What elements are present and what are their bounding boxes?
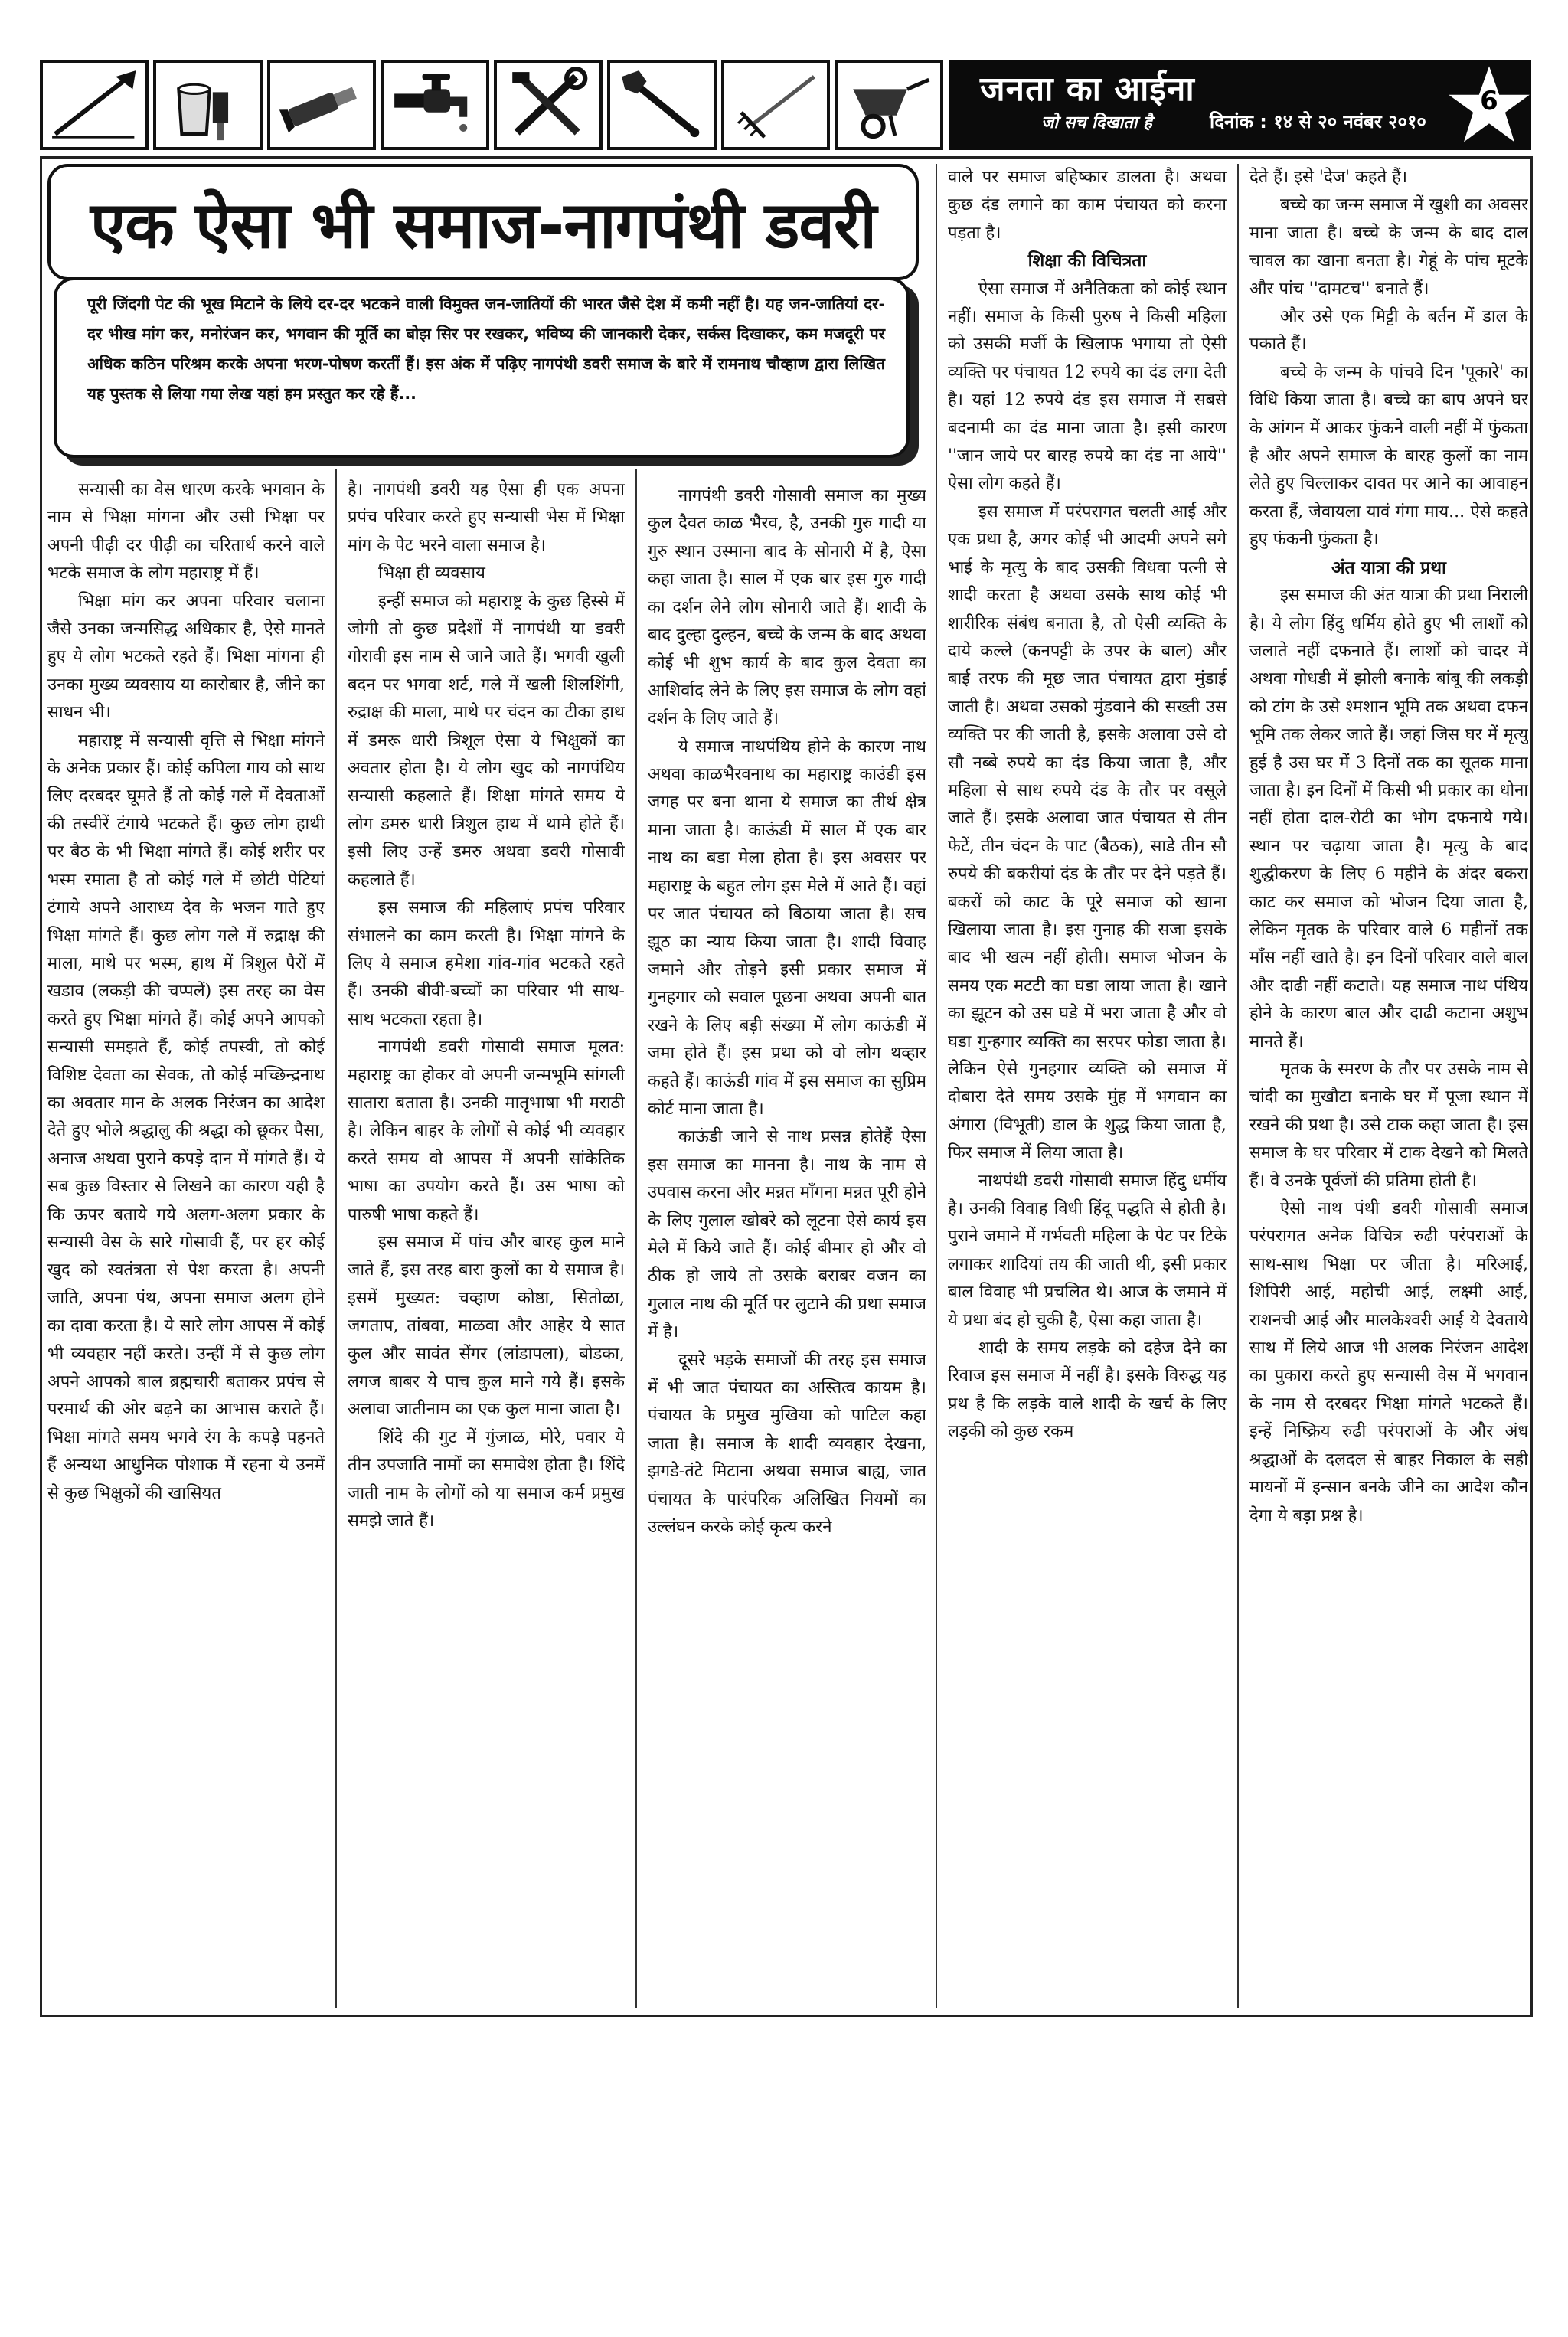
article-intro: पूरी जिंदगी पेट की भूख मिटाने के लिये दर-दर भटकने वाली विमुक्त जन-जातियों की भारत जैसे देश में कमी नहीं है। यह जन-जातियां दर-दर भीख मांग कर, मनोरंजन कर, भगवान की मूर्ति का बोझ सिर पर रखकर, भविष्य की जानकारी देकर, सर्कस दिखाकर, कम मजदूरी पर अधिक कठिन परिश्रम करके अपना भरण-पोषण करतीं हैं। इस अंक में पढ़िए नागपंथी डवरी समाज के बारे में रामनाथ चौव्हाण द्वारा लिखित यह पुस्तक से लिया गया लेख यहां हम प्रस्तुत कर रहे हैं... (87, 295, 885, 403)
subheading: शिक्षा की विचित्रता (1027, 251, 1147, 272)
column-rule (936, 164, 937, 2008)
paragraph: इन्हीं समाज को महाराष्ट्र के कुछ हिस्से में जोगी तो कुछ प्रदेशों में नागपंथी या डवरी गोरावी इस नाम से जाने जाते हैं। भगवी खुली बदन पर भगवा शर्ट, गले में खली शिलशिंगी, रुद्राक्ष की माला, माथे पर चंदन का टीका हाथ में डमरू धारी त्रिशूल ऐसा ये भिक्षुकों का अवतार होता है। ये लोग खुद को नागपंथिय सन्यासी कहलाते हैं। शिक्षा मांगते समय ये लोग डमरु धारी त्रिशुल हाथ में थामे होते हैं। इसी लिए उन्हें डमरु अथवा डवरी गोसावी कहलाते हैं। (348, 591, 625, 890)
paragraph: सन्यासी का वेस धारण करके भगवान के नाम से भिक्षा मांगना और उसी भिक्षा पर अपनी पीढ़ी दर पीढ़ी का चरितार्थ करने वाले भटके समाज के लोग महाराष्ट्र में हैं। (47, 480, 325, 583)
article-headline: एक ऐसा भी समाज-नागपंथी डवरी (90, 187, 877, 263)
column-rule (335, 469, 337, 2008)
water-tap-icon (381, 60, 489, 150)
article-column-5 (1250, 164, 1528, 2006)
newspaper-slogan: जो सच दिखाता है (1041, 113, 1152, 132)
paragraph: दूसरे भड़के समाजों की तरह इस समाज में भी जात पंचायत का अस्तित्व कायम है। पंचायत के प्रमुख मुखिया को पाटिल कहा जाता है। समाज के शादी व्यवहार देखना, झगडे-तंटे मिटाना अथवा समाज बाह्य, जात पंचायत के पारंपरिक अलिखित नियमों का उल्लंघन करके कोई कृत्य करने (648, 1350, 926, 1538)
paragraph: है। नागपंथी डवरी यह ऐसा ही एक अपना प्रपंच परिवार करते हुए सन्यासी भेस में भिक्षा मांग के पेट भरने वाला समाज है। (348, 480, 625, 555)
rake-icon (721, 60, 830, 150)
paragraph: ये समाज नाथपंथिय होने के कारण नाथ अथवा काळभैरवनाथ का महाराष्ट्र काउंडी इस जगह पर बना थाना ये समाज का तीर्थ क्षेत्र माना जाता है। काऊंडी में साल में एक बार नाथ का बडा मेला होता है। इस अवसर पर महाराष्ट्र के बहुत लोग इस मेले में आते हैं। वहां पर जात पंचायत को बिठाया जाता है। सच झूठ का न्याय किया जाता है। शादी विवाह जमाने और तोड़ने इसी प्रकार समाज में गुनहगार को सवाल पूछना अथवा अपनी बात रखने के लिए बड़ी संख्या में लोग काऊंडी में जमा होते हैं। इस प्रथा को वो लोग थव्हार कहते हैं। काऊंडी गांव में इस समाज का सुप्रिम कोर्ट माना जाता है। (648, 737, 926, 1119)
hoe-icon (40, 60, 149, 150)
paragraph: बच्चे का जन्म समाज में खुशी का अवसर माना जाता है। बच्चे के जन्म के बाद दाल चावल का खाना बनता है। गेहूं के पांच मूटके और पांच ''दामटच'' बनाते हैं। (1250, 195, 1528, 299)
paragraph: नागपंथी डवरी गोसावी समाज मूलत: महाराष्ट्र का होकर वो अपनी जन्मभूमि सांगली सातारा बताता है। उनकी मातृभाषा भी मराठी है। लेकिन बाहर के लोगों से कोई भी व्यवहार करते समय वो आपस में अपनी सांकेतिक भाषा का उपयोग करते हैं। उस भाषा को पारुषी भाषा कहते हैं। (348, 1038, 625, 1224)
paragraph: नागपंथी डवरी गोसावी समाज का मुख्य कुल दैवत काळ भैरव, है, उनकी गुरु गादी या गुरु स्थान उस्माना बाद के सोनारी में है, ऐसा कहा जाता है। साल में एक बार इस गुरु गादी का दर्शन लेने लोग सोनारी जाते हैं। शादी के बाद दुल्हा दुल्हन, बच्चे के जन्म के बाद अथवा कोई भी शुभ कार्य के बाद कुल देवता का आशिर्वाद लेने के लिए इस समाज के लोग वहां दर्शन के लिए जाते हैं। (648, 486, 926, 729)
paragraph: ऐसो नाथ पंथी डवरी गोसावी समाज परंपरागत अनेक विचित्र रुढी परंपराओं के साथ-साथ भिक्षा पर जीता है। मरिआई, शिपिरी आई, महोची आई, लक्ष्मी आई, राशनची आई और मालकेश्वरी आई ये देवताये साथ में लिये आज भी अलक निरंजन आदेश का पुकारा करते हुए सन्यासी वेस में भगवान के नाम से दरबदर भिक्षा मांगते भटकते हैं। इन्हें निष्क्रिय रुढी परंपराओं के और अंध श्रद्धाओं के दलदल से बाहर निकाल के सही मायनों में इन्सान बनके जीने का आदेश कौन देगा ये बड़ा प्रश्न है। (1250, 1199, 1528, 1525)
paragraph: इस समाज में पांच और बारह कुल माने जाते हैं, इस तरह बारा कुलों का ये समाज है। इसमें मुख्यत: चव्हाण कोष्ठा, सितोळा, जगताप, तांबवा, माळवा और आहेर ये सात कुल और सावंत सेंगर (लांडापला), बोडका, लगज बाबर ये पाच कुल माने गये हैं। इसके अलावा जातीनाम का एक कुल माना जाता है। (348, 1232, 625, 1420)
article-column-3 (648, 482, 926, 2006)
intro-box (54, 277, 910, 458)
article-column-2 (348, 476, 625, 2008)
paragraph: इस समाज की अंत यात्रा की प्रथा निराली है। ये लोग हिंदु धर्मिय होते हुए भी लाशों को जलाते नहीं दफनाते हैं। लाशों को चादर में अथवा गोधडी में झोली बनाके बांबू की लकड़ी को टांग के उसे श्मशान भूमि तक अथवा दफन भूमि तक लेकर जाते हैं। जहां जिस घर में मृत्यु हुई है उस घर में 3 दिनों तक का सूतक माना जाता है। इन दिनों में किसी भी प्रकार का धोना नहीं होता दाल-रोटी का भोग दफनाये गये। स्थान पर चढ़ाया जाता है। मृत्यु के बाद शुद्धीकरण के लिए 6 महीने के अंदर बकरा काट कर समाज को भोजन दिया जाता है, लेकिन मृतक के परिवार वाले 6 महीनों तक माँस नहीं खाते है। इन दिनों परिवार वाले बाल और दाढी नहीं कटाते। यह समाज नाथ पंथिय होने के कारण बाल और दाढी कटाना अशुभ मानते हैं। (1250, 586, 1528, 1051)
masthead (949, 60, 1531, 150)
column-rule (1237, 164, 1239, 2008)
paragraph: नाथपंथी डवरी गोसावी समाज हिंदु धर्मीय है। उनकी विवाह विधी हिंदू पद्धति से होती है। पुराने जमाने में गर्भवती महिला के पेट पर टिके लगाकर शादियां तय की जाती थी, इसी प्रकार बाल विवाह भी प्रचलित थे। आज के जमाने में ये प्रथा बंद हो चुकी है, ऐसा कहा जाता है। (948, 1171, 1227, 1330)
wrench-icon (607, 60, 716, 150)
brush-icon (267, 60, 376, 150)
paragraph: महाराष्ट्र में सन्यासी वृत्ति से भिक्षा मांगने के अनेक प्रकार हैं। कोई कपिला गाय को साथ लिए दरबदर घूमते हैं तो कोई गले में देवताओं की तस्वीरें टंगाये भटकते हैं। कुछ लोग हाथी पर बैठ के भी भिक्षा मांगते हैं। कोई शरीर पर भस्म रमाता है तो कोई गले में छोटी पेटियां टंगाये अपने आराध्य देव के भजन गाते हुए भिक्षा मांगते हैं। कुछ लोग गले में रुद्राक्ष की माला, माथे पर भस्म, हाथ में त्रिशुल पैरों में खडाव (लकड़ी की चप्पलें) इस तरह का वेस करते हुए भिक्षा मांगते हैं। कोई अपने आपको सन्यासी समझते हैं, कोई तपस्वी, तो कोई विशिष्ट देवता का सेवक, तो कोई मच्छिन्द्रनाथ का अवतार मान के अलक निरंजन का आदेश देते हुए भोले श्रद्धालु की श्रद्धा को छूकर पैसा, अनाज अथवा पुराने कपड़े दान में मांगते हैं। ये सब कुछ विस्तार से लिखने का कारण यही है कि ऊपर बताये गये अलग-अलग प्रकार के सन्यासी वेस के सारे गोसावी हैं, पर हर कोई खुद को स्वतंत्रता से पेश करता है। अपनी जाति, अपना पंथ, अपना समाज अलग होने का दावा करता है। ये सारे लोग आपस में कोई भी व्यवहार नहीं करते। उन्हीं में से कुछ लोग अपने आपको बाल ब्रह्मचारी बताकर प्रपंच से परमार्थ की ओर बढ़ने का आभास कराते हैं। भिक्षा मांगते समय भगवे रंग के कपड़े पहनते हैं अन्यथा आधुनिक पोशाक में रहना ये उनमें से कुछ भिक्षुकों की खासियत (47, 731, 325, 1503)
headline-box (47, 164, 919, 280)
paragraph: ऐसा समाज में अनैतिकता को कोई स्थान नहीं। समाज के किसी पुरुष ने किसी महिला को उसकी मर्जी के खिलाफ भगाया तो ऐसी व्यक्ति पर पंचायत 12 रुपये का दंड लगा देती है। यहां 12 रुपये दंड इस समाज में सबसे बदनामी का दंड माना जाता है। इसी कारण ''जान जाये पर बारह रुपये का दंड ना आये'' ऐसा लोग कहते हैं। (948, 279, 1227, 494)
article-column-4 (948, 164, 1227, 2006)
paragraph: भिक्षा मांग कर अपना परिवार चलाना जैसे उनका जन्मसिद्ध अधिकार है, ऐसे मानते हुए ये लोग भटकते रहते हैं। भिक्षा मांगना ही उनका मुख्य व्यवसाय या कारोबार है, जीने का साधन भी। (47, 591, 325, 723)
wheelbarrow-icon (835, 60, 943, 150)
subheading: अंत यात्रा की प्रथा (1331, 557, 1447, 578)
crossed-tools-icon (494, 60, 603, 150)
paragraph: वाले पर समाज बहिष्कार डालता है। अथवा कुछ दंड लगाने का काम पंचायत को करना पड़ता है। (948, 168, 1227, 243)
paragraph: काऊंडी जाने से नाथ प्रसन्न होतेहैं ऐसा इस समाज का मानना है। नाथ के नाम से उपवास करना और मन्नत माँगना मन्नत पूरी होने के लिए गुलाल खोबरे को लूटना ऐसे कार्य इस मेले में किये जाते हैं। कोई बीमार हो और वो ठीक हो जाये तो उसके बराबर वजन का गुलाल नाथ की मूर्ति पर लुटाने की प्रथा समाज में है। (648, 1127, 926, 1342)
subheading: भिक्षा ही व्यवसाय (378, 564, 485, 583)
paragraph: मृतक के स्मरण के तौर पर उसके नाम से चांदी का मुखौटा बनाके घर में पूजा स्थान में रखने की प्रथा है। उसे टाक कहा जाता है। इस समाज के घर परिवार में टाक देखने को मिलते हैं। वे उनके पूर्वजों की प्रतिमा होती है। (1250, 1060, 1528, 1191)
paint-bucket-brush-icon (153, 60, 262, 150)
tool-icon-strip (40, 60, 943, 150)
paragraph: शिंदे की गुट में गुंजाळ, मोरे, पवार ये तीन उपजाति नामों का समावेश होता है। शिंदे जाती नाम के लोगों को या समाज कर्म प्रमुख समझे जाते हैं। (348, 1427, 625, 1531)
paragraph: इस समाज की महिलाएं प्रपंच परिवार संभालने का काम करती है। भिक्षा मांगने के लिए ये समाज हमेशा गांव-गांव भटकते रहते हैं। उनकी बीवी-बच्चों का परिवार भी साथ-साथ भटकता रहता है। (348, 898, 625, 1029)
page-number: 6 (1480, 86, 1498, 116)
paragraph: इस समाज में परंपरागत चलती आई और एक प्रथा है, अगर कोई भी आदमी अपने सगे भाई के मृत्यु के बाद उसकी विधवा पत्नी से शादी करता है अथवा उसके साथ कोई भी शारीरिक संबंध बनाता है, तो ऐसी व्यक्ति के दाये कल्ले (कनपट्टी के उपर के बाल) और बाई तरफ की मूछ जात पंचायत द्वारा मुंडाई जाती है। अथवा उसको मुंडवाने की सख्ती उस व्यक्ति पर की जाती है, इसके अलावा उसे दो सौ नब्बे रुपये का दंड किया जाता है, और महिला से साथ रुपये दंड के तौर पर वसूले जाते हैं। इसके अलावा जात पंचायत से तीन फेटें, तीन चंदन के पाट (बैठक), साडे तीन सौ रुपये की बकरीयां दंड के तौर पर देने पड़ते हैं। बकरों को काट के पूरे समाज को खाना खिलाया जाता है। इस गुनाह की सजा इसके बाद भी खत्म नहीं होती। समाज भोजन के समय एक मटटी का घडा लाया जाता है। खाने का झूटन को उस घडे में भरा जाता है और वो घडा गुन्हगार व्यक्ति का सरपर फोडा जाता है। लेकिन ऐसे गुनहगार व्यक्ति को समाज में दोबारा देते समय उसके मुंह में भगवान का अंगारा (विभूती) डाल के शुद्ध किया जाता है, फिर समाज में लिया जाता है। (948, 502, 1227, 1163)
paragraph: और उसे एक मिट्टी के बर्तन में डाल के पकाते हैं। (1250, 307, 1528, 355)
paragraph: बच्चे के जन्म के पांचवे दिन 'पूकारे' का विधि किया जाता है। बच्चे का बाप अपने घर के आंगन में आकर फुंकने वाली नहीं में फुंकता है और अपने समाज के बारह कुलों का नाम लेते हुए चिल्लाकर दावत पर आने का आवाहन करता हैं, जेवायला यावं गंगा माय... ऐसे कहते हुए फंकनी फुंकता है। (1250, 362, 1528, 550)
article-column-1 (47, 476, 325, 2008)
star-icon (1447, 63, 1531, 147)
column-rule (635, 469, 637, 2008)
newspaper-name: जनता का आईना (980, 70, 1195, 109)
paragraph: शादी के समय लड़के को दहेज देने का रिवाज इस समाज में नहीं है। इसके विरुद्ध यह प्रथ है कि लड़के वाले शादी के खर्च के लिए लड़की को कुछ रकम (948, 1338, 1227, 1442)
issue-dateline: दिनांक : १४ से २० नवंबर २०१० (1210, 111, 1426, 132)
paragraph: देते हैं। इसे 'देज' कहते हैं। (1250, 168, 1408, 187)
